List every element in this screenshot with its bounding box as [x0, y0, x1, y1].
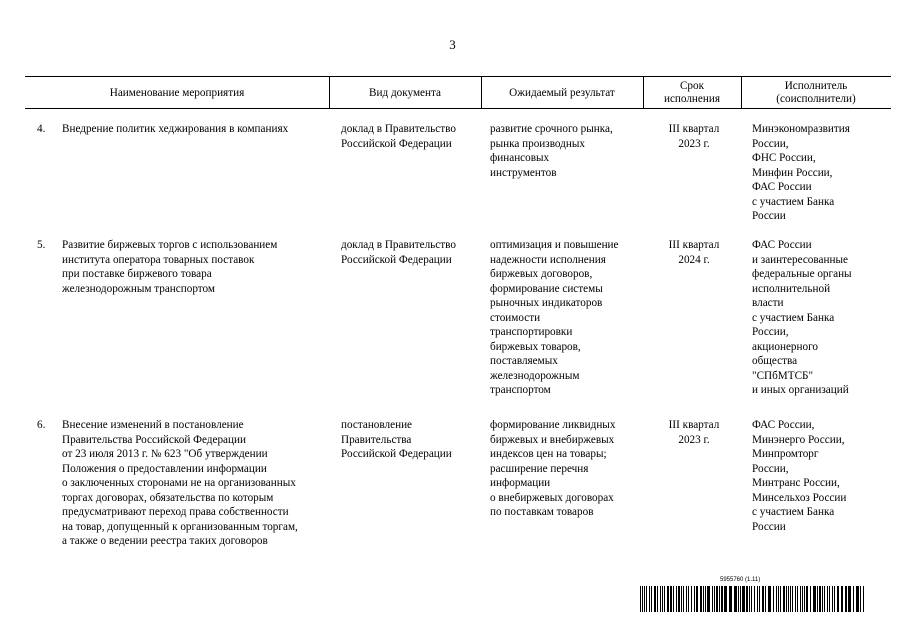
barcode-bar	[853, 586, 854, 612]
barcode-bar	[783, 586, 785, 612]
barcode-bar	[754, 586, 755, 612]
barcode-bar	[757, 586, 758, 612]
barcode-bar	[829, 586, 830, 612]
barcode-bar	[664, 586, 665, 612]
barcode-bar	[707, 586, 710, 612]
barcode-bar	[802, 586, 803, 612]
barcode-bar	[740, 586, 741, 612]
barcode-bar	[721, 586, 723, 612]
barcode-bar	[790, 586, 791, 612]
row-doc-type: постановление Правительства Российской Федерации	[341, 419, 452, 460]
barcode-bar	[719, 586, 720, 612]
barcode-bar	[837, 586, 839, 612]
barcode-bar	[845, 586, 847, 612]
table-header-bottom-rule	[25, 108, 891, 109]
row-name: Внедрение политик хеджирования в компаниях	[62, 123, 289, 135]
barcode-bar	[712, 586, 713, 612]
row-name: Развитие биржевых торгов с использованием института оператора товарных поставок при поставке биржевого товара железнодорожным транспортом	[62, 239, 278, 295]
barcode-bar	[778, 586, 779, 612]
barcode-bar	[646, 586, 647, 612]
header-executor: Исполнитель (соисполнители)	[776, 80, 856, 105]
row-result: развитие срочного рынка, рынка производных финансовых инструментов	[490, 123, 613, 179]
row-number: 6.	[37, 419, 46, 431]
barcode-bar	[863, 586, 864, 612]
barcode-bar	[742, 586, 745, 612]
row-term: III квартал 2024 г.	[668, 239, 720, 266]
barcode-bar	[654, 586, 656, 612]
barcode-bar	[676, 586, 677, 612]
barcode-bar	[644, 586, 645, 612]
barcode-bar	[640, 586, 641, 612]
barcode-bar	[765, 586, 766, 612]
barcode-bar	[673, 586, 674, 612]
barcode-bar	[657, 586, 658, 612]
barcode-bar	[792, 586, 793, 612]
row-doc-type: доклад в Правительство Российской Федерации	[341, 239, 456, 266]
barcode-bar	[795, 586, 796, 612]
barcode-bar	[819, 586, 821, 612]
row-term: III квартал 2023 г.	[668, 419, 720, 446]
barcode-bar	[780, 586, 781, 612]
barcode-bar	[734, 586, 737, 612]
barcode-bar	[804, 586, 805, 612]
barcode-bar	[694, 586, 695, 612]
barcode-bar	[841, 586, 843, 612]
row-result: оптимизация и повышение надежности исполнения биржевых договоров, формирование системы рыночных индикаторов стоимости транспортировки биржевых товаров, поставляемых железнодорожным транспортом	[490, 239, 619, 396]
barcode-bar	[776, 586, 777, 612]
barcode-bar	[749, 586, 750, 612]
barcode-bar	[678, 586, 680, 612]
header-result: Ожидаемый результат	[509, 86, 615, 99]
barcode-bar	[797, 586, 798, 612]
barcode-bar	[688, 586, 689, 612]
barcode-bar	[681, 586, 682, 612]
table-header	[25, 78, 891, 108]
page-number: 3	[449, 37, 456, 52]
row-executor: ФАС России и заинтересованные федеральные органы исполнительной власти с участием Банка России, акционерного общества "СПбМТСБ" и иных организаций	[752, 239, 852, 396]
barcode-bar	[759, 586, 760, 612]
barcode-bar	[696, 586, 698, 612]
barcode-bar	[824, 586, 825, 612]
row-doc-type: доклад в Правительство Российской Федерации	[341, 123, 456, 150]
barcode-bar	[773, 586, 774, 612]
row-term: III квартал 2023 г.	[668, 123, 720, 150]
barcode-bar	[670, 586, 672, 612]
barcode-bar	[686, 586, 687, 612]
barcode-bar	[827, 586, 828, 612]
header-term: Срок исполнения	[663, 80, 721, 105]
barcode-bar	[642, 586, 643, 612]
header-doc-type: Вид документа	[369, 86, 441, 99]
barcode-bar	[834, 586, 835, 612]
barcode-bar	[856, 586, 859, 612]
barcode-bar	[683, 586, 684, 612]
barcode-bar	[660, 586, 661, 612]
row-name: Внесение изменений в постановление Правительства Российской Федерации от 23 июля 2013 г. № 623 "Об утверждении Положения о предоставлении информации о заключенных сторонами не на организованных торгах договорах, обязательства по которым предусматривают переход права собственности на товар, допущенный к организованным торгам, а также о ведении реестра таких договоров	[62, 419, 298, 547]
barcode-bar	[810, 586, 811, 612]
barcode-bar	[703, 586, 704, 612]
row-number: 5.	[37, 239, 46, 251]
barcode-bar	[649, 586, 650, 612]
barcode-bar	[651, 586, 652, 612]
barcode-bar	[762, 586, 764, 612]
barcode-bar	[800, 586, 801, 612]
table-top-rule	[25, 76, 891, 77]
barcode-bar	[729, 586, 732, 612]
barcode-bar	[746, 586, 748, 612]
barcode-bar	[817, 586, 818, 612]
barcode-bar	[700, 586, 702, 612]
header-name: Наименование мероприятия	[109, 86, 245, 99]
barcode-bar	[848, 586, 851, 612]
row-result: формирование ликвидных биржевых и внебиржевых индексов цен на товары; расширение перечня информации о внебиржевых договорах по поставкам товаров	[490, 419, 616, 518]
barcode-bar	[806, 586, 808, 612]
barcode-bar	[786, 586, 787, 612]
barcode-bar	[751, 586, 752, 612]
barcode-bar	[788, 586, 789, 612]
barcode-bar	[822, 586, 823, 612]
barcode-bar	[832, 586, 833, 612]
barcode-bar	[662, 586, 663, 612]
barcode-image	[640, 586, 868, 612]
row-executor: ФАС России, Минэнерго России, Минпромторг России, Минтранс России, Минсельхоз России с участием Банка России	[752, 419, 847, 533]
barcode-bar	[714, 586, 715, 612]
barcode-bar	[716, 586, 718, 612]
row-number: 4.	[37, 123, 46, 135]
barcode-bar	[738, 586, 739, 612]
barcode-bar	[705, 586, 706, 612]
barcode-bar	[813, 586, 816, 612]
barcode-bar	[768, 586, 771, 612]
barcode-bar	[860, 586, 861, 612]
row-executor: Минэкономразвития России, ФНС России, Минфин России, ФАС России с участием Банка России	[752, 123, 850, 222]
barcode-label: 5955760 (1.11)	[720, 577, 761, 583]
barcode-bar	[691, 586, 692, 612]
barcode-bar	[667, 586, 669, 612]
barcode-bar	[724, 586, 727, 612]
